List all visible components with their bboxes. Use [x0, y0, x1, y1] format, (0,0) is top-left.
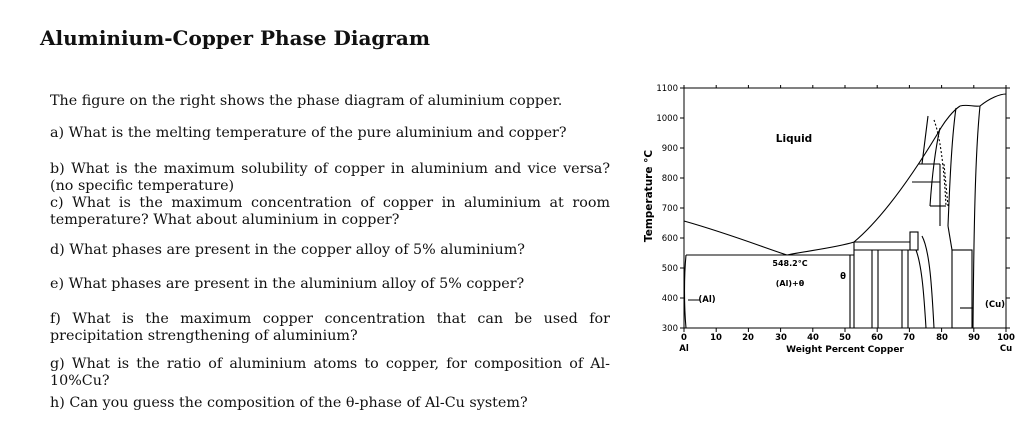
question-c: c) What is the maximum concentration of copper in aluminium at room temperature? What about aluminium in copper?	[50, 195, 610, 228]
x-ticks	[684, 85, 1006, 332]
y-axis-label: Temperature °C	[643, 149, 655, 243]
intro-text: The figure on the right shows the phase diagram of aluminium copper.	[50, 93, 563, 109]
x-tick-label: 70	[903, 333, 915, 343]
phase-curve	[930, 128, 940, 206]
x-tick-label: 20	[742, 333, 754, 343]
x-tick-label: 0	[681, 333, 687, 343]
phase-curve	[922, 116, 928, 164]
y-ticks	[680, 88, 1010, 328]
x-tick-label: 40	[807, 333, 819, 343]
x-tick-label: 30	[775, 333, 787, 343]
question-f: f) What is the maximum copper concentration that can be used for precipitation strengthening of aluminium?	[50, 311, 610, 344]
x-end-label-al: Al	[679, 344, 689, 354]
question-h: h) Can you guess the composition of the θ-phase of Al-Cu system?	[50, 395, 528, 411]
question-b: b) What is the maximum solubility of copper in aluminium and vice versa? (no specific temperature)	[50, 161, 610, 194]
y-tick-label: 1000	[656, 114, 678, 124]
x-tick-label: 100	[997, 333, 1015, 343]
y-tick-label: 800	[661, 174, 678, 184]
solidus-cu	[973, 106, 980, 328]
question-e: e) What phases are present in the aluminium alloy of 5% copper?	[50, 276, 525, 292]
x-end-label-cu: Cu	[999, 344, 1013, 354]
x-tick-label: 10	[710, 333, 722, 343]
question-g: g) What is the ratio of aluminium atoms to copper, for composition of Al-10%Cu?	[50, 356, 610, 389]
label-cu-phase: (Cu)	[984, 300, 1006, 310]
label-al-theta: (Al)+θ	[775, 279, 805, 288]
liquidus-cu-side	[960, 94, 1006, 106]
axes	[684, 88, 1006, 328]
label-al-phase: (Al)	[698, 295, 716, 305]
y-tick-label: 900	[661, 144, 678, 154]
solidus-beta	[948, 108, 956, 226]
x-axis-label: Weight Percent Copper	[786, 345, 904, 355]
question-a: a) What is the melting temperature of the pure aluminium and copper?	[50, 125, 567, 141]
label-liquid: Liquid	[775, 133, 813, 145]
phase-boundaries	[684, 94, 1006, 328]
x-tick-label: 90	[968, 333, 980, 343]
y-tick-label: 600	[661, 234, 678, 244]
liquidus-al-side	[684, 221, 787, 255]
y-tick-label: 500	[661, 264, 678, 274]
x-tick-label: 60	[871, 333, 883, 343]
y-tick-labels	[656, 84, 678, 334]
label-theta: θ	[840, 272, 846, 282]
question-d: d) What phases are present in the copper alloy of 5% aluminium?	[50, 242, 525, 258]
y-tick-label: 400	[661, 294, 678, 304]
y-tick-label: 1100	[656, 84, 678, 94]
al-solvus	[685, 255, 687, 328]
liquidus-theta	[787, 242, 854, 255]
liquidus-rising	[854, 106, 960, 242]
phase-diagram	[640, 76, 1015, 366]
page-title: Aluminium-Copper Phase Diagram	[40, 26, 431, 50]
label-eutectic-temp: 548.2°C	[772, 259, 808, 268]
y-tick-label: 700	[661, 204, 678, 214]
x-tick-label: 50	[839, 333, 851, 343]
x-tick-label: 80	[936, 333, 948, 343]
y-tick-label: 300	[661, 324, 678, 334]
x-tick-labels	[681, 333, 1015, 343]
